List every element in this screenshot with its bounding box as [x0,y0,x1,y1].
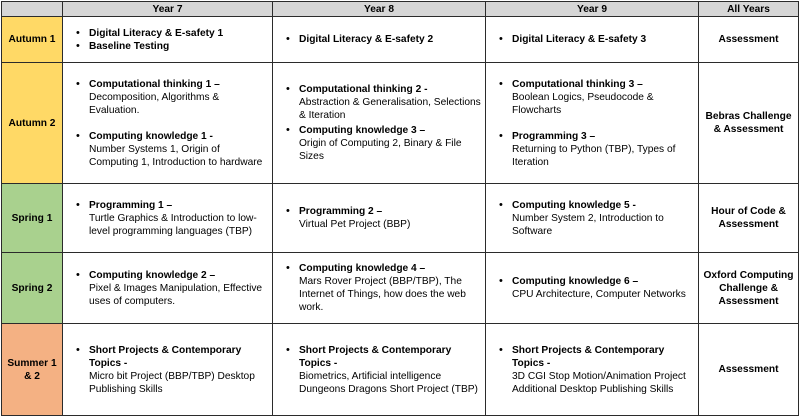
topic-title: • Computing knowledge 5 - [512,199,636,211]
table-row [2,17,799,63]
topic-title: • Computing knowledge 2 – [89,269,216,281]
topic-title: • Computing knowledge 3 – [299,125,426,136]
topic-title: • Short Projects & Contemporary Topics - [89,344,242,369]
list-item [89,27,268,40]
year-7-cell [63,17,273,63]
topic-title: • Computing knowledge 1 - [89,130,213,142]
topic-title: • Digital Literacy & E-safety 2 [299,34,434,45]
year-9-cell [486,184,699,253]
all-years-cell: Hour of Code & Assessment [699,184,799,253]
list-item [512,33,694,46]
topic-description: Micro bit Project (BBP/TBP) Desktop Publishing Skills [89,370,255,395]
topic-title: • Short Projects & Contemporary Topics - [299,344,452,369]
topic-description: Number Systems 1, Origin of Computing 1, Introduction to hardware [89,143,263,168]
year-8-cell [273,324,486,416]
curriculum-table [1,1,799,416]
year-7-cell [63,63,273,184]
topic-title: • Programming 3 – [512,130,596,142]
year-8-cell [273,184,486,253]
topic-description: Turtle Graphics & Introduction to low-level programming languages (TBP) [89,212,257,237]
topic-description: CPU Architecture, Computer Networks [512,289,686,300]
list-item [89,199,268,238]
header-corner [2,2,63,17]
topic-title: • Computational thinking 2 - [299,84,428,95]
term-cell: Spring 1 [2,184,63,253]
topic-title: • Computing knowledge 4 – [299,263,426,274]
list-item [89,269,268,308]
list-item [512,275,694,301]
topic-title: • Programming 2 – [299,206,383,217]
header-year-7: Year 7 [63,2,273,17]
topic-title: • Digital Literacy & E-safety 1 [89,27,224,39]
header-row [2,2,799,17]
all-years-cell: Assessment [699,17,799,63]
header-year-9: Year 9 [486,2,699,17]
term-cell: Autumn 1 [2,17,63,63]
list-item [299,83,481,122]
topic-description: Pixel & Images Manipulation, Effective uses of computers. [89,282,263,307]
list-item [512,344,694,396]
all-years-cell: Bebras Challenge & Assessment [699,63,799,184]
topic-description: Virtual Pet Project (BBP) [299,219,411,230]
year-8-cell [273,253,486,324]
list-item [299,205,481,231]
list-item [299,124,481,163]
topic-title: • Digital Literacy & E-safety 3 [512,34,647,45]
list-item [299,344,481,396]
all-years-cell: Oxford Computing Challenge & Assessment [699,253,799,324]
list-item [89,40,268,53]
topic-description: Origin of Computing 2, Binary & File Sizes [299,138,462,162]
topic-title: • Computational thinking 3 – [512,78,643,90]
term-cell: Autumn 2 [2,63,63,184]
topic-title: • Programming 1 – [89,199,173,211]
topic-description: 3D CGI Stop Motion/Animation Project Additional Desktop Publishing Skills [512,370,686,395]
list-item [89,78,268,117]
topic-description: Mars Rover Project (BBP/TBP), The Internet of Things, how does the web work. [299,276,466,313]
topic-description: Biometrics, Artificial intelligence Dungeons Dragons Short Project (TBP) [299,370,478,395]
year-9-cell [486,63,699,184]
list-item [512,199,694,238]
term-cell: Summer 1 & 2 [2,324,63,416]
list-item [89,344,268,396]
topic-title: • Short Projects & Contemporary Topics - [512,344,665,369]
list-item [512,130,694,169]
year-7-cell [63,324,273,416]
all-years-cell: Assessment [699,324,799,416]
list-item [512,78,694,117]
topic-description: Decomposition, Algorithms & Evaluation. [89,91,220,116]
table-row [2,324,799,416]
year-7-cell [63,253,273,324]
topic-description: Returning to Python (TBP), Types of Iteration [512,143,676,168]
topic-title: • Baseline Testing [89,40,170,52]
topic-description: Number System 2, Introduction to Software [512,212,664,237]
list-item [299,262,481,314]
year-9-cell [486,324,699,416]
year-8-cell [273,17,486,63]
topic-title: • Computing knowledge 6 – [512,276,639,287]
year-7-cell [63,184,273,253]
header-year-8: Year 8 [273,2,486,17]
topic-description: Boolean Logics, Pseudocode & Flowcharts [512,91,654,116]
term-cell: Spring 2 [2,253,63,324]
topic-title: • Computational thinking 1 – [89,78,220,90]
year-9-cell [486,253,699,324]
year-9-cell [486,17,699,63]
table-row [2,253,799,324]
table-row [2,63,799,184]
list-item [89,130,268,169]
list-item [299,33,481,46]
year-8-cell [273,63,486,184]
table-row [2,184,799,253]
topic-description: Abstraction & Generalisation, Selections & Iteration [299,97,481,121]
header-all-years: All Years [699,2,799,17]
